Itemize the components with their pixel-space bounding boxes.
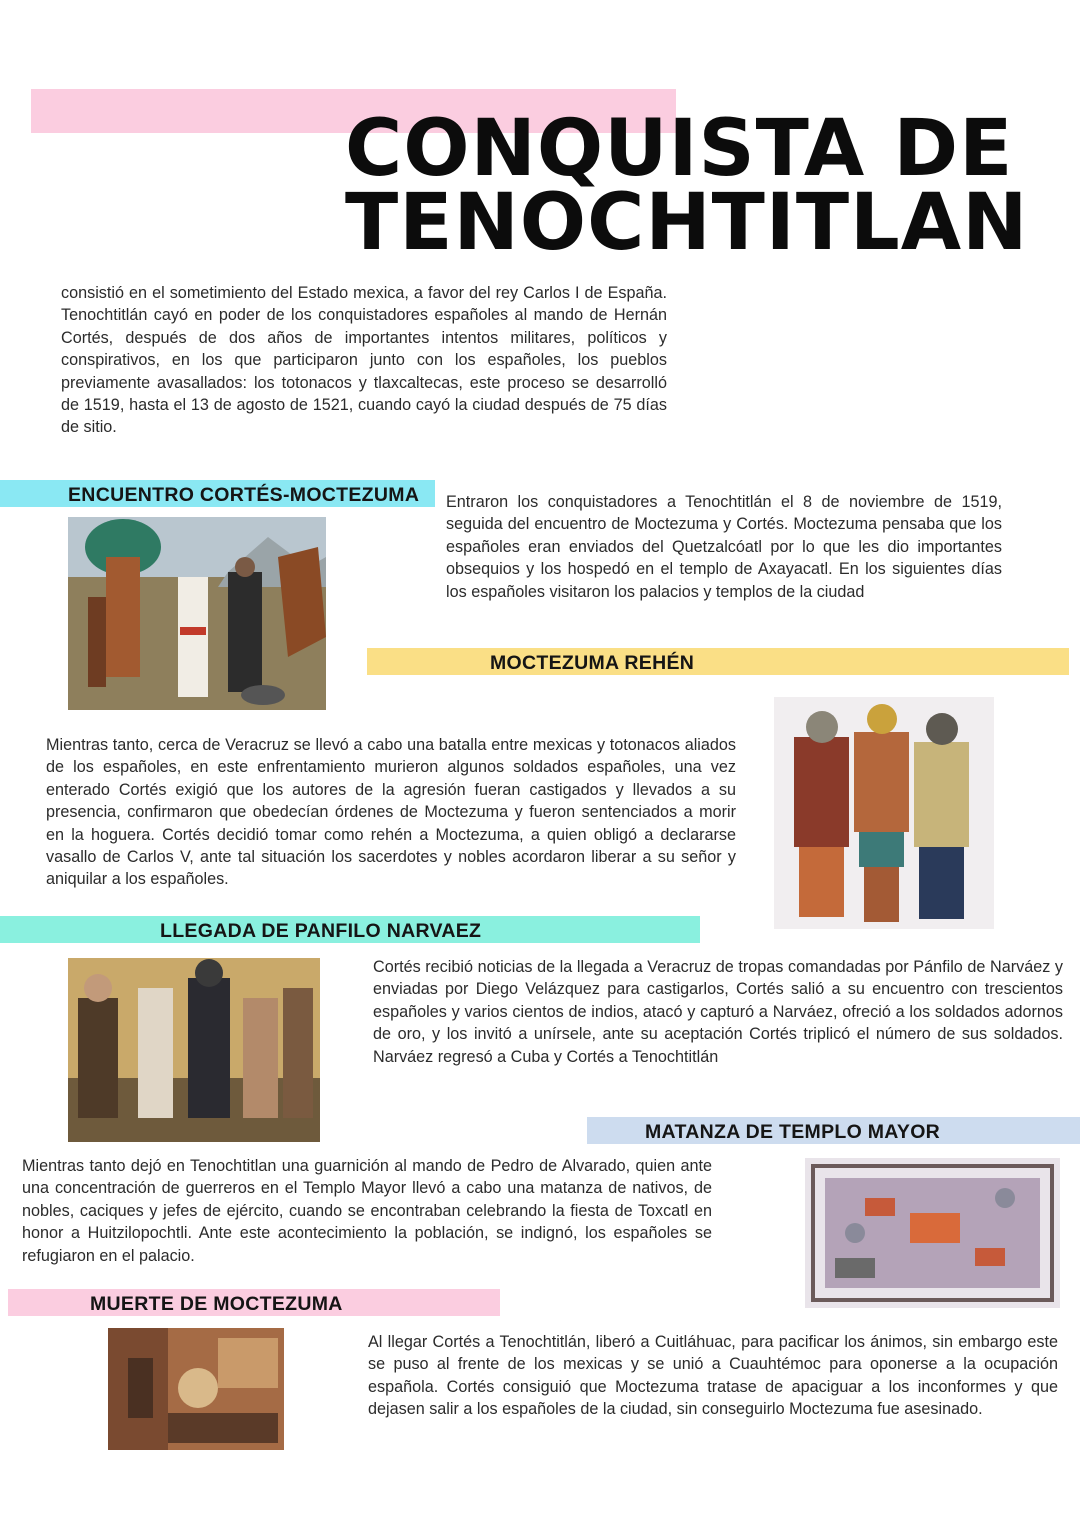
encuentro-heading: ENCUENTRO CORTÉS-MOCTEZUMA: [68, 484, 420, 506]
encuentro-painting: [68, 517, 326, 710]
rehen-heading-bar: [367, 648, 1069, 675]
matanza-heading: MATANZA DE TEMPLO MAYOR: [645, 1121, 941, 1143]
muerte-paragraph: Al llegar Cortés a Tenochtitlán, liberó a Cuitláhuac, para pacificar los ánimos, sin embargo este se puso al frente de los mexicas y se unió a Cuauhtémoc para oponerse a la ocupación española. Cortés consiguió que Moctezuma tratase de apaciguar a los inconformes y que dejasen salir a los españoles de la ciudad, sin conseguirlo Moctezuma fue asesinado.: [368, 1333, 1058, 1419]
muerte-heading: MUERTE DE MOCTEZUMA: [90, 1293, 343, 1315]
page-title-line-2: TENOCHTITLAN: [345, 178, 1029, 268]
page-title-line-1: CONQUISTA DE: [345, 104, 1014, 194]
muerte-painting: [108, 1328, 284, 1450]
matanza-codex-illustration: [805, 1158, 1060, 1308]
intro-paragraph: consistió en el sometimiento del Estado mexica, a favor del rey Carlos I de España. Tenochtitlán cayó en poder de los conquistadores españoles al mando de Hernán Cortés, después de dos años de importantes intentos militares, políticos y conspirativos, en los que participaron junto con los españoles, los pueblos previamente avasallados: los totonacos y tlaxcaltecas, este proceso se desarrolló de 1519, hasta el 13 de agosto de 1521, cuando cayó la ciudad después de 75 días de sitio.: [61, 284, 667, 437]
encuentro-paragraph: Entraron los conquistadores a Tenochtitlán el 8 de noviembre de 1519, seguida del encuentro de Moctezuma y Cortés. Moctezuma pensaba que los españoles eran enviados del Quetzalcóatl por lo que les dio importantes obsequios y los hospedó en el templo de Axayacatl. En los siguientes días los españoles visitaron los palacios y templos de la ciudad: [446, 493, 1002, 601]
rehen-paragraph: Mientras tanto, cerca de Veracruz se llevó a cabo una batalla entre mexicas y totonacos aliados de los españoles, en este enfrentamiento murieron algunos soldados españoles, una vez enterado Cortés exigió que los autores de la agresión fueran castigados y llevados a su presencia, confirmaron que obedecían órdenes de Moctezuma y fueron sentenciados a morir en la hoguera. Cortés decidió tomar como rehén a Moctezuma, a quien obligó a declararse vasallo de Carlos V, ante tal situación los sacerdotes y nobles acordaron liberar a su señor y aniquilar a los españoles.: [46, 736, 736, 889]
narvaez-paragraph: Cortés recibió noticias de la llegada a Veracruz de tropas comandadas por Pánfilo de Narváez y enviadas por Diego Velázquez para castigarlos, Cortés salió a su encuentro con trescientos españoles y varios cientos de indios, atacó y capturó a Narváez, ofreció a los soldados adornos de oro, y los invitó a unírsele, ante su aceptación Cortés triplicó el número de sus soldados. Narváez regresó a Cuba y Cortés a Tenochtitlán: [373, 958, 1063, 1066]
narvaez-painting: [68, 958, 320, 1142]
matanza-paragraph: Mientras tanto dejó en Tenochtitlan una guarnición al mando de Pedro de Alvarado, quien ante una concentración de guerreros en el Templo Mayor llevó a cabo una matanza de nativos, de nobles, caciques y jefes de ejército, cuando se encontraban celebrando la fiesta de Toxcatl en honor a Huitzilopochtli. Ante este acontecimiento la población, se indignó, los españoles se refugiaron en el palacio.: [22, 1157, 712, 1265]
rehen-illustration: [774, 697, 994, 929]
page-title: [345, 104, 1045, 268]
narvaez-heading: LLEGADA DE PANFILO NARVAEZ: [160, 920, 482, 942]
rehen-heading: MOCTEZUMA REHÉN: [490, 652, 695, 674]
